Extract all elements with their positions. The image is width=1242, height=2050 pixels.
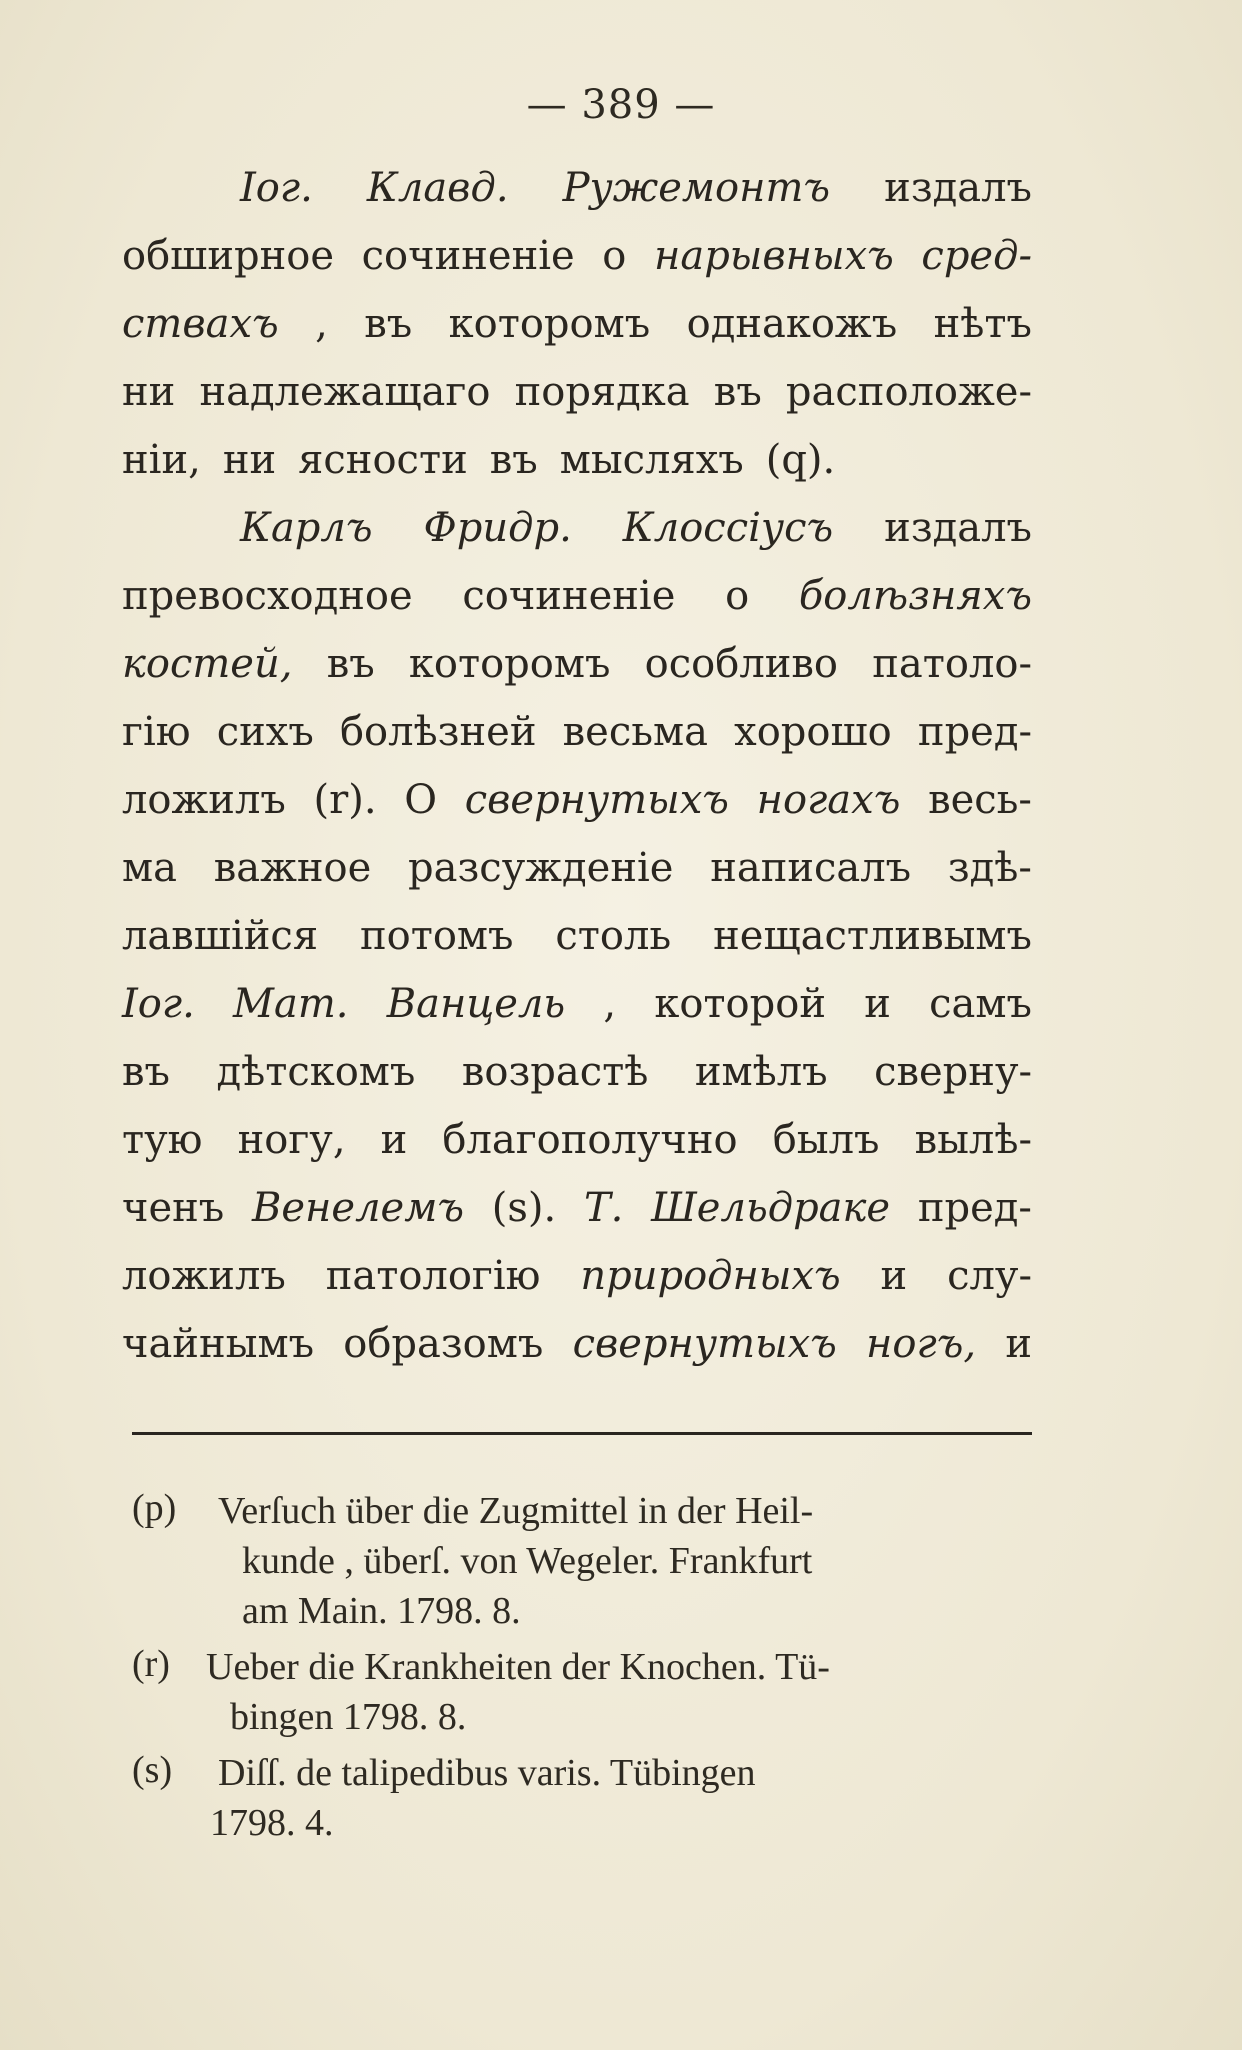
word: ченъ xyxy=(122,1185,225,1231)
author-name: Ружемонтъ xyxy=(562,165,831,211)
word: издалъ xyxy=(884,165,1032,211)
footnote-text xyxy=(206,1642,1052,1742)
author-name: Клавд. xyxy=(366,165,509,211)
word: , xyxy=(315,301,328,347)
footnote-s xyxy=(132,1748,1052,1848)
main-text xyxy=(122,154,1032,1378)
footnotes xyxy=(132,1486,1052,1854)
word: былъ xyxy=(772,1117,880,1163)
word: обширное xyxy=(122,233,335,279)
footnote-ref: (r). xyxy=(313,777,377,823)
word: сихъ xyxy=(216,709,314,755)
word: и xyxy=(1005,1321,1032,1367)
word: превосходное xyxy=(122,573,413,619)
word: ногу, xyxy=(237,1117,346,1163)
emphasized-term: нарывныхъ xyxy=(654,233,894,279)
word: о xyxy=(725,573,750,619)
word: въ xyxy=(326,641,375,687)
word: и xyxy=(864,981,891,1027)
word: расположе- xyxy=(785,369,1032,415)
word: которомъ xyxy=(448,301,651,347)
word: написалъ xyxy=(710,845,912,891)
word: пред- xyxy=(917,709,1032,755)
footnote-text xyxy=(210,1748,1052,1848)
word: сочиненіе xyxy=(462,573,676,619)
word: въ xyxy=(489,437,538,483)
author-name: Мат. xyxy=(233,981,349,1027)
word: мысляхъ xyxy=(559,437,744,483)
emphasized-term: костей, xyxy=(122,641,293,687)
word: которомъ xyxy=(408,641,611,687)
word: о xyxy=(602,233,627,279)
footnote-mark: (p) xyxy=(132,1487,177,1529)
text-line xyxy=(122,630,1032,698)
word: ма xyxy=(122,845,177,891)
text-line xyxy=(122,290,1032,358)
text-line xyxy=(122,698,1032,766)
word: хорошо xyxy=(734,709,892,755)
word: патологію xyxy=(325,1253,541,1299)
footnote-r xyxy=(132,1642,1052,1742)
word: болѣзней xyxy=(339,709,537,755)
word: порядка xyxy=(514,369,690,415)
word: сочиненіе xyxy=(361,233,575,279)
word: дѣтскомъ xyxy=(216,1049,416,1095)
footnote-ref: (s). xyxy=(491,1185,557,1231)
word: издалъ xyxy=(884,505,1032,551)
text-line xyxy=(122,902,1032,970)
author-name: Т. xyxy=(584,1185,624,1231)
text-line xyxy=(122,358,1032,426)
word: ложилъ xyxy=(122,777,286,823)
word: и xyxy=(380,1117,408,1163)
text-line xyxy=(122,562,1032,630)
emphasized-term: сред- xyxy=(921,233,1032,279)
word: гію xyxy=(122,709,191,755)
word: въ xyxy=(713,369,762,415)
word: въ xyxy=(122,1049,170,1095)
word: патоло- xyxy=(872,641,1032,687)
word: разсужденіе xyxy=(408,845,674,891)
author-name: Шельдраке xyxy=(651,1185,891,1231)
word: образомъ xyxy=(343,1321,544,1367)
emphasized-term: свернутыхъ xyxy=(464,777,729,823)
author-name: Іог. xyxy=(122,981,195,1027)
word: О xyxy=(404,777,438,823)
word: столь xyxy=(555,913,672,959)
footnote-line: Ueber die Krankheiten der Knochen. Tü- xyxy=(206,1646,830,1688)
author-name: Ванцель xyxy=(386,981,566,1027)
text-line xyxy=(122,970,1032,1038)
text-line xyxy=(122,1038,1032,1106)
word: самъ xyxy=(929,981,1032,1027)
word: ніи, xyxy=(122,437,201,483)
emphasized-term: ногахъ xyxy=(756,777,901,823)
text-line xyxy=(122,222,1032,290)
page-number: — 389 — xyxy=(526,82,716,128)
word: особливо xyxy=(644,641,838,687)
word: благополучно xyxy=(442,1117,738,1163)
word: весь- xyxy=(928,777,1032,823)
word: однакожъ xyxy=(686,301,898,347)
emphasized-term: природныхъ xyxy=(580,1253,841,1299)
author-name: Карлъ xyxy=(240,505,373,551)
word: пред- xyxy=(917,1185,1032,1231)
word: въ xyxy=(364,301,413,347)
word: нѣтъ xyxy=(933,301,1032,347)
word: ясности xyxy=(298,437,468,483)
word: важное xyxy=(213,845,372,891)
word: потомъ xyxy=(359,913,514,959)
word: надлежащаго xyxy=(199,369,491,415)
word: возрастѣ xyxy=(461,1049,649,1095)
text-line xyxy=(122,1174,1032,1242)
text-line xyxy=(122,494,1032,562)
emphasized-term: ногъ, xyxy=(866,1321,977,1367)
word: здѣ- xyxy=(947,845,1032,891)
footnote-mark: (s) xyxy=(132,1749,173,1791)
word: лавшійся xyxy=(122,913,319,959)
footnote-ref: (q). xyxy=(765,437,836,483)
emphasized-term: болѣзняхъ xyxy=(798,573,1032,619)
footnote-text xyxy=(218,1486,1052,1636)
word: сверну- xyxy=(874,1049,1032,1095)
footnote-line: am Main. 1798. 8. xyxy=(242,1590,521,1632)
footnote-line: Verſuch über die Zugmittel in der Heil- xyxy=(218,1490,814,1532)
emphasized-term: ствахъ xyxy=(122,301,279,347)
word: ложилъ xyxy=(122,1253,286,1299)
word: вылѣ- xyxy=(914,1117,1032,1163)
footnote-line: Diſſ. de talipedibus varis. Tübingen xyxy=(218,1752,756,1794)
word: весьма xyxy=(562,709,708,755)
word: имѣлъ xyxy=(694,1049,828,1095)
footnote-line: kunde , überſ. von Wegeler. Frankfurt xyxy=(242,1540,813,1582)
word: тую xyxy=(122,1117,203,1163)
text-line xyxy=(122,1106,1032,1174)
author-name: Фридр. xyxy=(423,505,572,551)
word: чайнымъ xyxy=(122,1321,315,1367)
word: ни xyxy=(122,369,176,415)
word: которой xyxy=(654,981,826,1027)
text-line xyxy=(122,426,1032,494)
footnote-line: 1798. 4. xyxy=(210,1802,334,1844)
author-name: Венелемъ xyxy=(251,1185,465,1231)
text-line xyxy=(122,154,1032,222)
footnote-p xyxy=(132,1486,1052,1636)
text-line xyxy=(122,1242,1032,1310)
text-line xyxy=(122,834,1032,902)
footnote-mark: (r) xyxy=(132,1643,170,1685)
word: и xyxy=(880,1253,908,1299)
text-line xyxy=(122,1310,1032,1378)
word: слу- xyxy=(947,1253,1032,1299)
word: нещастливымъ xyxy=(713,913,1032,959)
footnote-line: bingen 1798. 8. xyxy=(230,1696,467,1738)
footnote-divider xyxy=(132,1432,1032,1435)
author-name: Клоссіусъ xyxy=(622,505,834,551)
word: , xyxy=(603,981,617,1027)
author-name: Іог. xyxy=(240,165,313,211)
text-line xyxy=(122,766,1032,834)
word: ни xyxy=(222,437,277,483)
emphasized-term: свернутыхъ xyxy=(572,1321,837,1367)
